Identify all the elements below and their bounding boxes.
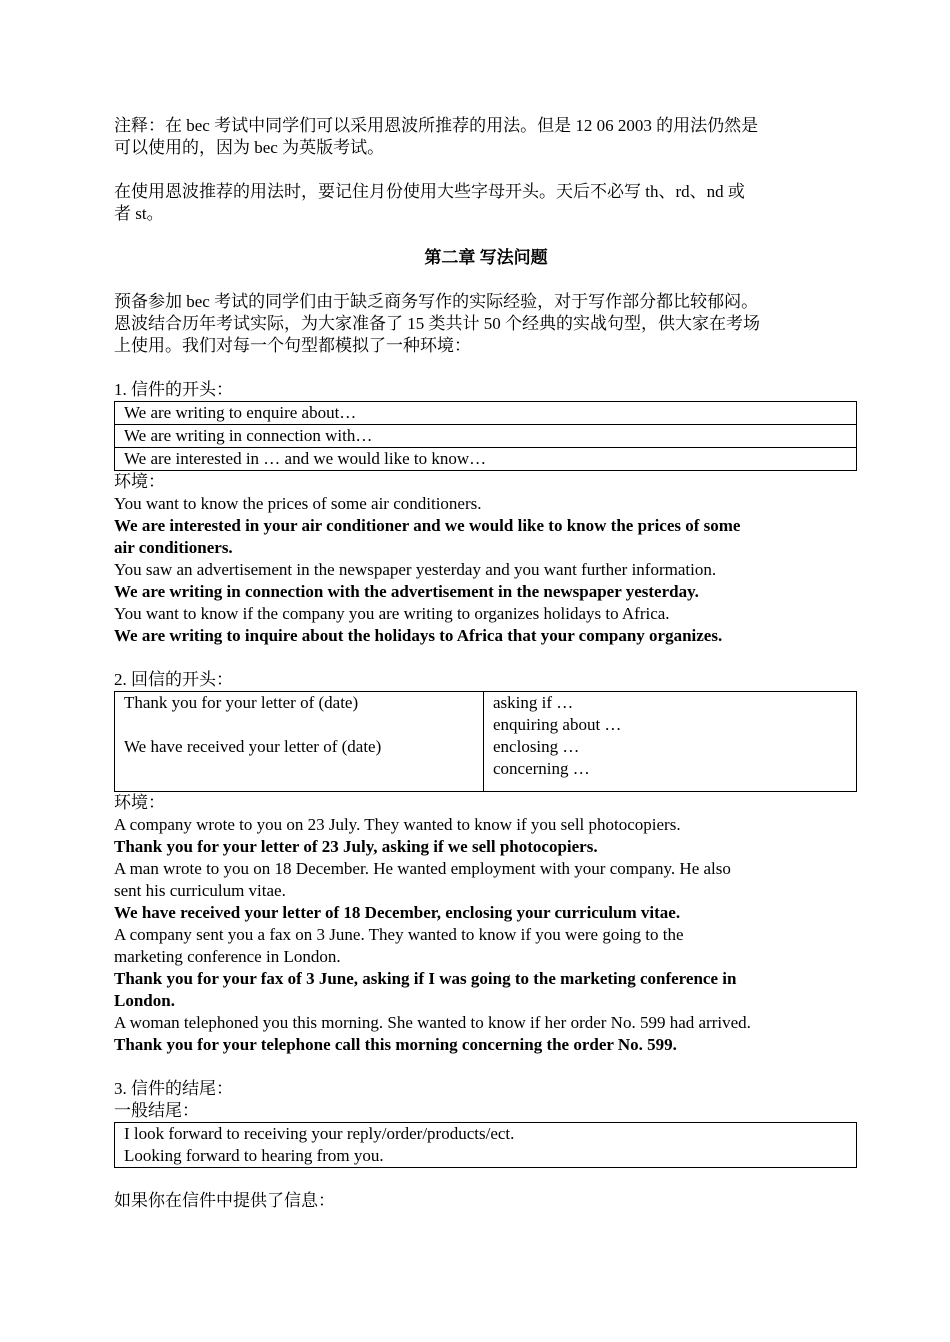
- reply-phrase-ending: asking if …: [493, 693, 574, 712]
- table-cell: We are interested in … and we would like to know…: [115, 448, 857, 471]
- table-cell: We are writing to enquire about…: [115, 402, 857, 425]
- situation-text: marketing conference in London.: [114, 947, 341, 966]
- answer-text: Thank you for your telephone call this morning concerning the order No. 599.: [114, 1035, 677, 1054]
- section-heading: 1. 信件的开头：: [114, 380, 233, 399]
- chapter-paragraph-line: 预备参加 bec 考试的同学们由于缺乏商务写作的实际经验，对于写作部分都比较郁闷。: [114, 292, 759, 311]
- situation-text: You want to know the prices of some air conditioners.: [114, 494, 482, 513]
- environment-label: 环境：: [114, 793, 165, 812]
- reply-phrase: Thank you for your letter of (date): [124, 693, 359, 712]
- table-row: [115, 448, 857, 471]
- answer-text: We are writing in connection with the advertisement in the newspaper yesterday.: [114, 582, 699, 601]
- reply-phrases-table: [114, 691, 857, 792]
- closing-phrase: I look forward to receiving your reply/order/products/ect.: [124, 1124, 515, 1143]
- sub-heading: 一般结尾：: [114, 1101, 199, 1120]
- table-row: [115, 692, 857, 792]
- situation-text: You saw an advertisement in the newspaper yesterday and you want further information.: [114, 560, 717, 579]
- situation-text: A woman telephoned you this morning. She wanted to know if her order No. 599 had arrived.: [114, 1013, 751, 1032]
- answer-text: Thank you for your fax of 3 June, asking if I was going to the marketing conference in: [114, 969, 737, 988]
- answer-text: We are writing to inquire about the holidays to Africa that your company organizes.: [114, 626, 723, 645]
- table-cell-left: [115, 692, 484, 792]
- section-heading: 3. 信件的结尾：: [114, 1079, 233, 1098]
- table-row: [115, 425, 857, 448]
- situation-text: A company wrote to you on 23 July. They wanted to know if you sell photocopiers.: [114, 815, 681, 834]
- tip-line: 者 st。: [114, 204, 164, 223]
- answer-text: Thank you for your letter of 23 July, asking if we sell photocopiers.: [114, 837, 598, 856]
- chapter-paragraph-line: 上使用。我们对每一个句型都模拟了一种环境：: [114, 336, 471, 355]
- table-row: [115, 1123, 857, 1168]
- tip-line: 在使用恩波推荐的用法时，要记住月份使用大些字母开头。天后不必写 th、rd、nd 或: [114, 182, 745, 201]
- answer-text: air conditioners.: [114, 538, 233, 557]
- situation-text: A company sent you a fax on 3 June. They wanted to know if you were going to the: [114, 925, 684, 944]
- note-line: 可以使用的，因为 bec 为英版考试。: [114, 138, 385, 157]
- document-content: [114, 115, 858, 1212]
- closing-phrases-table: [114, 1122, 857, 1168]
- table-cell: We are writing in connection with…: [115, 425, 857, 448]
- closing-phrase: Looking forward to hearing from you.: [124, 1146, 384, 1165]
- reply-phrase: We have received your letter of (date): [124, 737, 382, 756]
- situation-text: A man wrote to you on 18 December. He wanted employment with your company. He also: [114, 859, 731, 878]
- note-line: 注释：在 bec 考试中同学们可以采用恩波所推荐的用法。但是 12 06 2003 的用法仍然是: [114, 116, 759, 135]
- reply-phrase-ending: enclosing …: [493, 737, 580, 756]
- reply-phrase-ending: concerning …: [493, 759, 590, 778]
- answer-text: We are interested in your air conditioner and we would like to know the prices of some: [114, 516, 741, 535]
- chapter-paragraph-line: 恩波结合历年考试实际，为大家准备了 15 类共计 50 个经典的实战句型，供大家在考场: [114, 314, 760, 333]
- answer-text: London.: [114, 991, 175, 1010]
- follow-text: 如果你在信件中提供了信息：: [114, 1191, 335, 1210]
- table-cell: [115, 1123, 857, 1168]
- answer-text: We have received your letter of 18 December, enclosing your curriculum vitae.: [114, 903, 681, 922]
- situation-text: You want to know if the company you are writing to organizes holidays to Africa.: [114, 604, 670, 623]
- section-heading: 2. 回信的开头：: [114, 670, 233, 689]
- opening-phrases-table: [114, 401, 857, 471]
- environment-label: 环境：: [114, 472, 165, 491]
- chapter-title: 第二章 写法问题: [424, 248, 548, 267]
- table-row: [115, 402, 857, 425]
- reply-phrase-ending: enquiring about …: [493, 715, 622, 734]
- table-cell-right: [484, 692, 857, 792]
- situation-text: sent his curriculum vitae.: [114, 881, 286, 900]
